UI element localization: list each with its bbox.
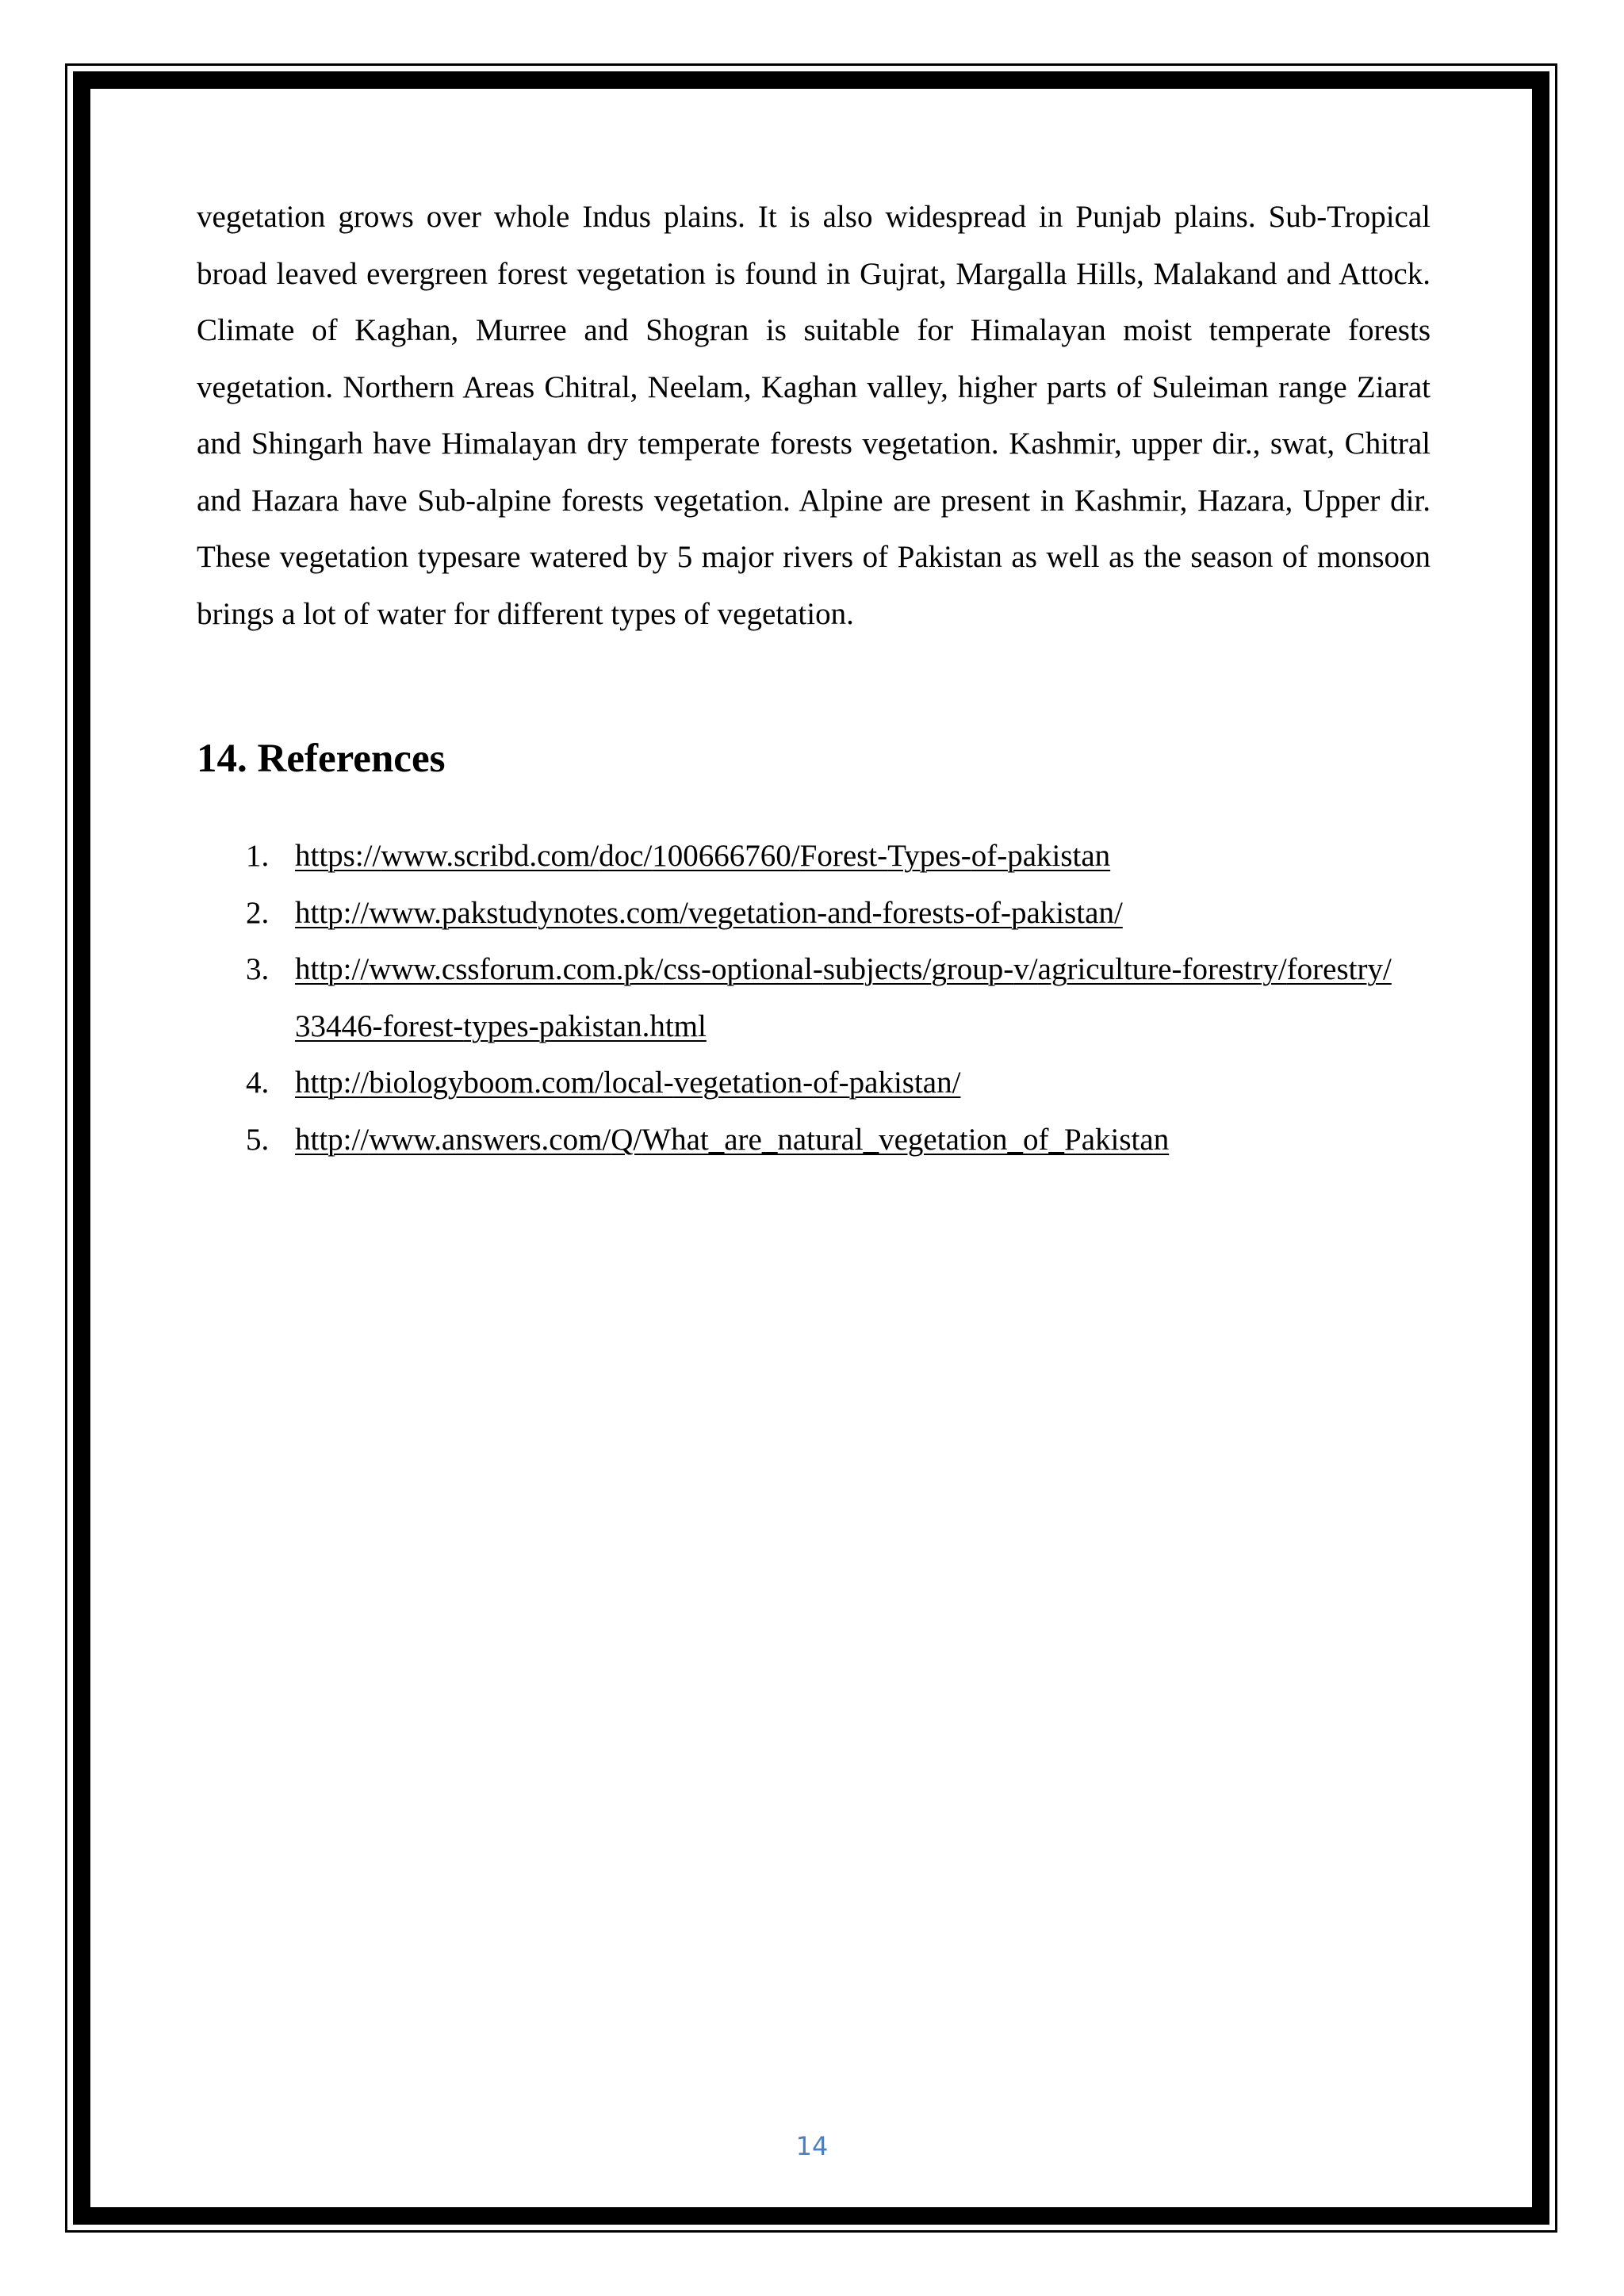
reference-item — [197, 885, 1431, 942]
reference-number: 4. — [246, 1066, 270, 1100]
reference-number: 2. — [246, 895, 270, 930]
references-list — [197, 828, 1431, 1168]
reference-item — [197, 1112, 1431, 1169]
reference-number: 3. — [246, 952, 270, 986]
reference-item — [197, 828, 1431, 885]
page-number: 14 — [795, 2131, 829, 2161]
reference-link[interactable]: http://www.cssforum.com.pk/css-optional-subjects/group-v/agriculture-forestry/forestry/33446-forest-types-pakistan.html — [295, 952, 1392, 1043]
references-heading: 14. References — [197, 737, 446, 781]
vegetation-paragraph: vegetation grows over whole Indus plains. It is also widespread in Punjab plains. Sub-Tropical broad leaved evergreen forest vegetation is found in Gujrat, Margalla Hills, Malakand and Attock. Climate of Kaghan, Murree and Shogran is suitable for Himalayan moist temperate forests vegetation. Northern Areas Chitral, Neelam, Kaghan valley, higher parts of Suleiman range Ziarat and Shingarh have Himalayan dry temperate forests vegetation. Kashmir, upper dir., swat, Chitral and Hazara have Sub-alpine forests vegetation. Alpine are present in Kashmir, Hazara, Upper dir. These vegetation typesare watered by 5 major rivers of Pakistan as well as the season of monsoon brings a lot of water for different types of vegetation. — [197, 200, 1431, 631]
body-content — [197, 189, 1431, 642]
reference-link[interactable]: http://www.pakstudynotes.com/vegetation-and-forests-of-pakistan/ — [295, 895, 1123, 930]
reference-item — [197, 1054, 1431, 1112]
reference-link[interactable]: https://www.scribd.com/doc/100666760/Forest-Types-of-pakistan — [295, 839, 1111, 873]
reference-item — [197, 941, 1431, 1054]
reference-number: 1. — [246, 839, 270, 873]
reference-link[interactable]: http://www.answers.com/Q/What_are_natural_vegetation_of_Pakistan — [295, 1122, 1170, 1157]
reference-link[interactable]: http://biologyboom.com/local-vegetation-of-pakistan/ — [295, 1066, 961, 1100]
reference-number: 5. — [246, 1122, 270, 1157]
